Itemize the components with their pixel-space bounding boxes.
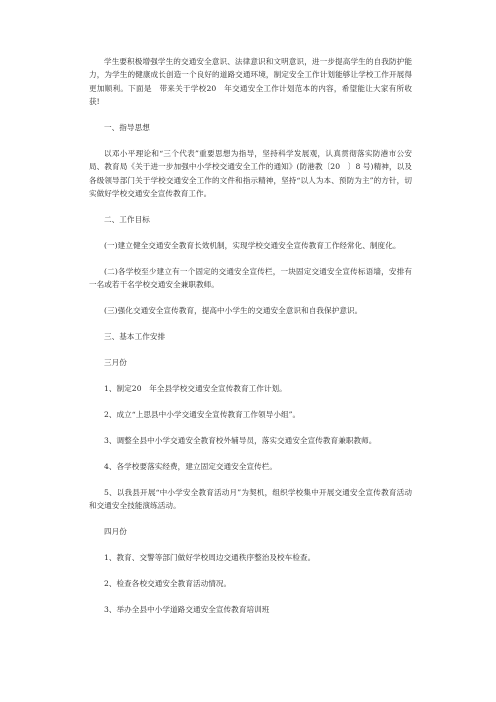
section-heading-work-goals: 二、工作目标	[104, 215, 150, 225]
april-task-item: 3、举办全县中小学道路交通安全宣传教育培训班	[104, 604, 270, 614]
march-task-item: 1、制定20 年全县学校交通安全宣传教育工作计划。	[104, 384, 287, 393]
month-label-march: 三月份	[104, 358, 127, 368]
section-heading-guiding-ideology: 一、指导思想	[104, 123, 150, 133]
guiding-ideology-paragraph: 以邓小平理论和“三个代表”重要思想为指导，坚持科学发展观，认真贯彻落实防港市公安局、教育局《关于进一步加强中小学校交通安全工作的通知》(防港教〔20 〕8 号)精神，以及各级领导部门关于学校交通安全工作的文件和指示精神，坚持“以人为本、预防为主”的方针，切实做好学校交通安全宣传教育工作。	[89, 149, 412, 199]
work-goal-item: (二)各学校至少建立有一个固定的交通安全宣传栏，一块固定交通安全宣传标语墙，安排有一名或若干名学校交通安全兼职教师。	[89, 266, 412, 290]
section-heading-work-arrangement: 三、基本工作安排	[104, 332, 166, 342]
april-task-item: 1、教育、交警等部门做好学校周边交通秩序整治及校车检查。	[104, 552, 316, 562]
month-label-april: 四月份	[104, 526, 127, 536]
april-task-item: 2、检查各校交通安全教育活动情况。	[104, 578, 232, 588]
work-goal-item: (一)建立健全交通安全教育长效机制，实现学校交通安全宣传教育工作经常化、制度化。	[104, 241, 401, 251]
work-goal-item: (三)强化交通安全宣传教育，提高中小学生的交通安全意识和自我保护意识。	[104, 306, 363, 316]
intro-paragraph: 学生要积极增强学生的交通安全意识、法律意识和文明意识，进一步提高学生的自我防护能力，为学生的健康成长创造一个良好的道路交通环境，制定安全工作计划能够让学校工作开展得更加顺利。下面是 带来关于学校20 年交通安全工作计划范本的内容，希望能让大家有所收获!	[89, 57, 412, 107]
march-task-item: 5、以我县开展“中小学安全教育活动月”为契机，组织学校集中开展交通安全宣传教育活动和交通安全技能演练活动。	[89, 487, 412, 511]
document-body	[89, 55, 412, 629]
march-task-item: 2、成立“上思县中小学交通安全宣传教育工作领导小组”。	[104, 409, 301, 419]
march-task-item: 3、调整全县中小学交通安全教育校外辅导员，落实交通安全宣传教育兼职教师。	[104, 435, 377, 445]
march-task-item: 4、各学校要落实经费，建立固定交通安全宣传栏。	[104, 461, 278, 471]
